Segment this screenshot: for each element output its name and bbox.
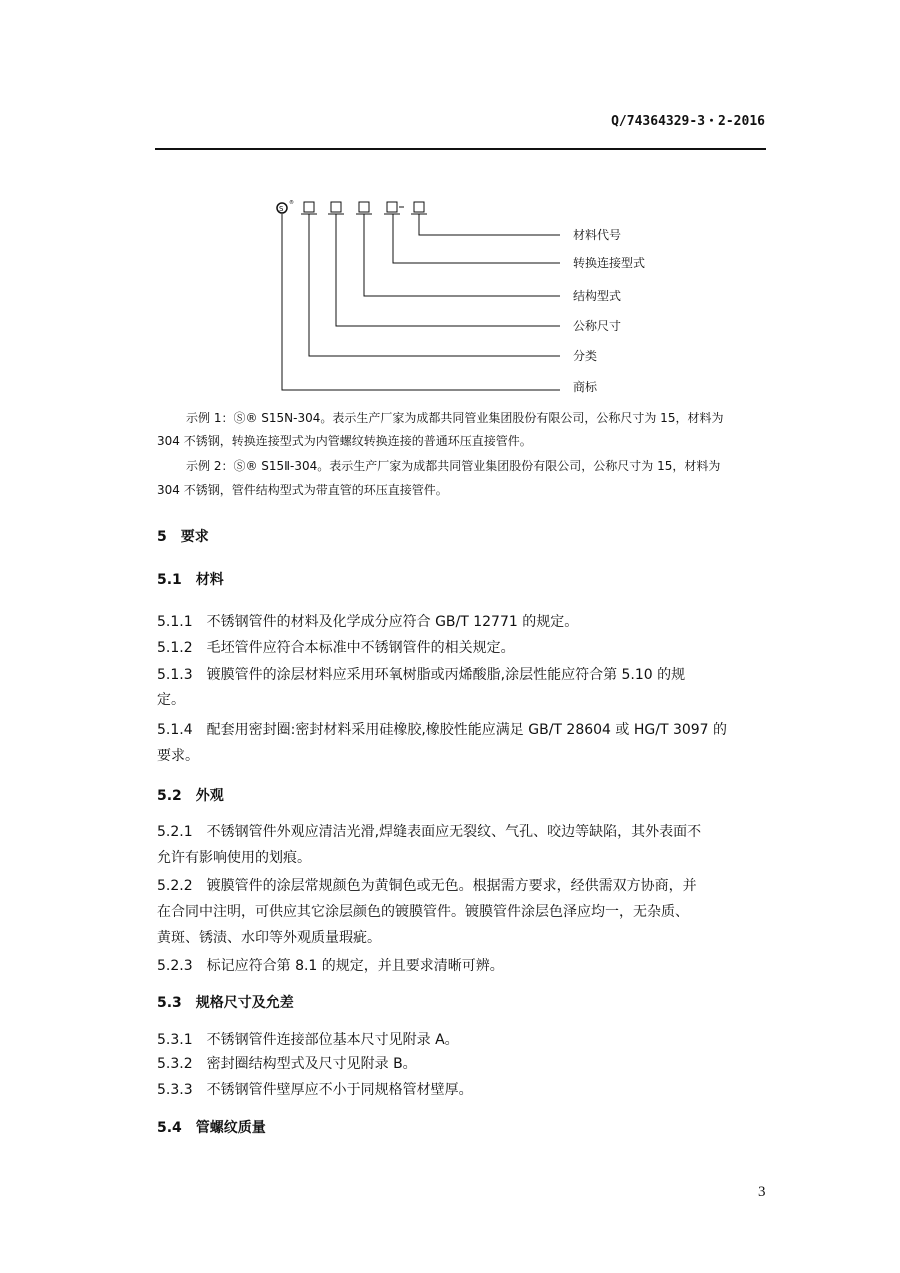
clause-5-2-1: 5.2.1 不锈钢管件外观应清洁光滑,焊缝表面应无裂纹、气孔、咬边等缺陷，其外表面不 [157,824,702,840]
clause-5-3-2: 5.3.2 密封圈结构型式及尺寸见附录 B。 [157,1056,417,1072]
example-2-line-2: 304 不锈钢，管件结构型式为带直管的环压直接管件。 [157,483,448,497]
size-box [331,202,341,212]
heading-5-3: 5.3 规格尺寸及允差 [157,995,294,1011]
page-number: 3 [758,1184,766,1200]
clause-5-2-2-cont-2: 黄斑、锈渍、水印等外观质量瑕疵。 [157,930,381,946]
material-box [414,202,424,212]
marking-diagram [0,0,900,420]
label-nominal-size: 公称尺寸 [573,319,622,333]
clause-5-1-3: 5.1.3 镀膜管件的涂层材料应采用环氧树脂或丙烯酸脂,涂层性能应符合第 5.10 的规 [157,667,686,683]
clause-5-1-1: 5.1.1 不锈钢管件的材料及化学成分应符合 GB/T 12771 的规定。 [157,614,579,630]
label-structure-type: 结构型式 [573,289,622,303]
example-2-line-1: 示例 2：Ⓢ® S15Ⅱ-304。表示生产厂家为成都共同管业集团股份有限公司，公称尺寸为 15，材料为 [186,459,721,473]
example-1-line-2: 304 不锈钢，转换连接型式为内管螺纹转换连接的普通环压直接管件。 [157,434,532,448]
class-box [304,202,314,212]
clause-5-1-4-cont: 要求。 [157,748,199,764]
svg-text:S: S [279,205,284,213]
document-code: Q/74364329-3・2-2016 [611,114,765,129]
svg-text:®: ® [289,200,294,206]
clause-5-1-4: 5.1.4 配套用密封圈:密封材料采用硅橡胶,橡胶性能应满足 GB/T 28604 或 HG/T 3097 的 [157,722,728,738]
structure-box [359,202,369,212]
clause-5-3-3: 5.3.3 不锈钢管件壁厚应不小于同规格管材壁厚。 [157,1082,473,1098]
label-trademark: 商标 [573,380,598,394]
label-conversion-type: 转换连接型式 [573,256,646,270]
heading-5-4: 5.4 管螺纹质量 [157,1120,266,1136]
example-1-line-1: 示例 1：Ⓢ® S15N-304。表示生产厂家为成都共同管业集团股份有限公司，公称尺寸为 15，材料为 [186,411,724,425]
trademark-icon [277,199,294,213]
heading-5: 5 要求 [157,529,209,545]
conversion-box [387,202,397,212]
label-material-code: 材料代号 [573,228,622,242]
label-classification: 分类 [573,349,598,363]
clause-5-2-1-cont: 允许有影响使用的划痕。 [157,850,311,866]
clause-5-1-2: 5.1.2 毛坯管件应符合本标准中不锈钢管件的相关规定。 [157,640,515,656]
clause-5-3-1: 5.3.1 不锈钢管件连接部位基本尺寸见附录 A。 [157,1032,459,1048]
heading-5-2: 5.2 外观 [157,788,224,804]
clause-5-2-2-cont-1: 在合同中注明，可供应其它涂层颜色的镀膜管件。镀膜管件涂层色泽应均一，无杂质、 [157,904,689,920]
heading-5-1: 5.1 材料 [157,572,224,588]
clause-5-1-3-cont: 定。 [157,692,185,708]
clause-5-2-3: 5.2.3 标记应符合第 8.1 的规定，并且要求清晰可辨。 [157,958,504,974]
clause-5-2-2: 5.2.2 镀膜管件的涂层常规颜色为黄铜色或无色。根据需方要求，经供需双方协商，并 [157,878,697,894]
